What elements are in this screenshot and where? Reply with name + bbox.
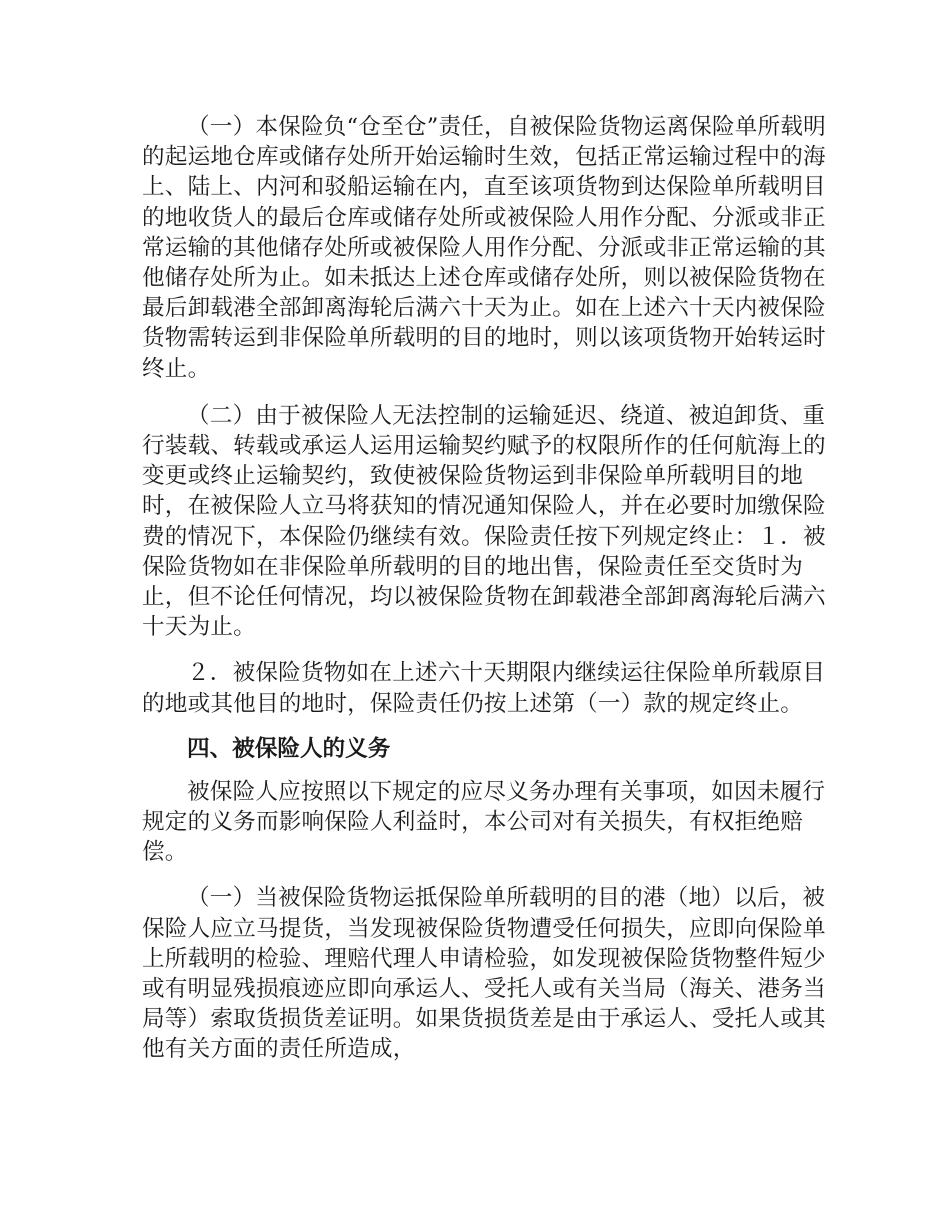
document-page bbox=[142, 112, 828, 1065]
paragraph-warehouse-to-warehouse: （一）本保险负“仓至仓”责任，自被保险货物运离保险单所载明的起运地仓库或储存处所开始运输时生效，包括正常运输过程中的海上、陆上、内河和驳船运输在内，直至该项货物到达保险单所载明目的地收货人的最后仓库或储存处所或被保险人用作分配、分派或非正常运输的其他储存处所或被保险人用作分配、分派或非正常运输的其他储存处所为止。如未抵达上述仓库或储存处所，则以被保险货物在最后卸载港全部卸离海轮后满六十天为止。如在上述六十天内被保险货物需转运到非保险单所载明的目的地时，则以该项货物开始转运时终止。 bbox=[142, 114, 826, 382]
paragraph-transit-deviation: （二）由于被保险人无法控制的运输延迟、绕道、被迫卸货、重行装载、转载或承运人运用运输契约赋予的权限所作的任何航海上的变更或终止运输契约，致使被保险货物运到非保险单所载明目的地时，在被保险人立马将获知的情况通知保险人，并在必要时加缴保险费的情况下，本保险仍继续有效。保险责任按下列规定终止：１．被保险货物如在非保险单所载明的目的地出售，保险责任至交货时为止，但不论任何情况，均以被保险货物在卸载港全部卸离海轮后满六十天为止。 bbox=[142, 402, 826, 641]
paragraph-duties-intro: 被保险人应按照以下规定的应尽义务办理有关事项，如因未履行规定的义务而影响保险人利益时，本公司对有关损失，有权拒绝赔偿。 bbox=[142, 778, 826, 866]
section-heading-insured-duties: 四、被保险人的义务 bbox=[187, 735, 391, 762]
paragraph-arrival-inspection: （一）当被保险货物运抵保险单所载明的目的港（地）以后，被保险人应立马提货，当发现被保险货物遭受任何损失，应即向保险单上所载明的检验、理赔代理人申请检验，如发现被保险货物整件短少或有明显残损痕迹应即向承运人、受托人或有关当局（海关、港务当局等）索取货损货差证明。如果货损货差是由于承运人、受托人或其他有关方面的责任所造成， bbox=[142, 885, 826, 1063]
paragraph-forwarding-sixty-days: ２．被保险货物如在上述六十天期限内继续运往保险单所载原目的地或其他目的地时，保险责任仍按上述第（一）款的规定终止。 bbox=[142, 660, 826, 717]
